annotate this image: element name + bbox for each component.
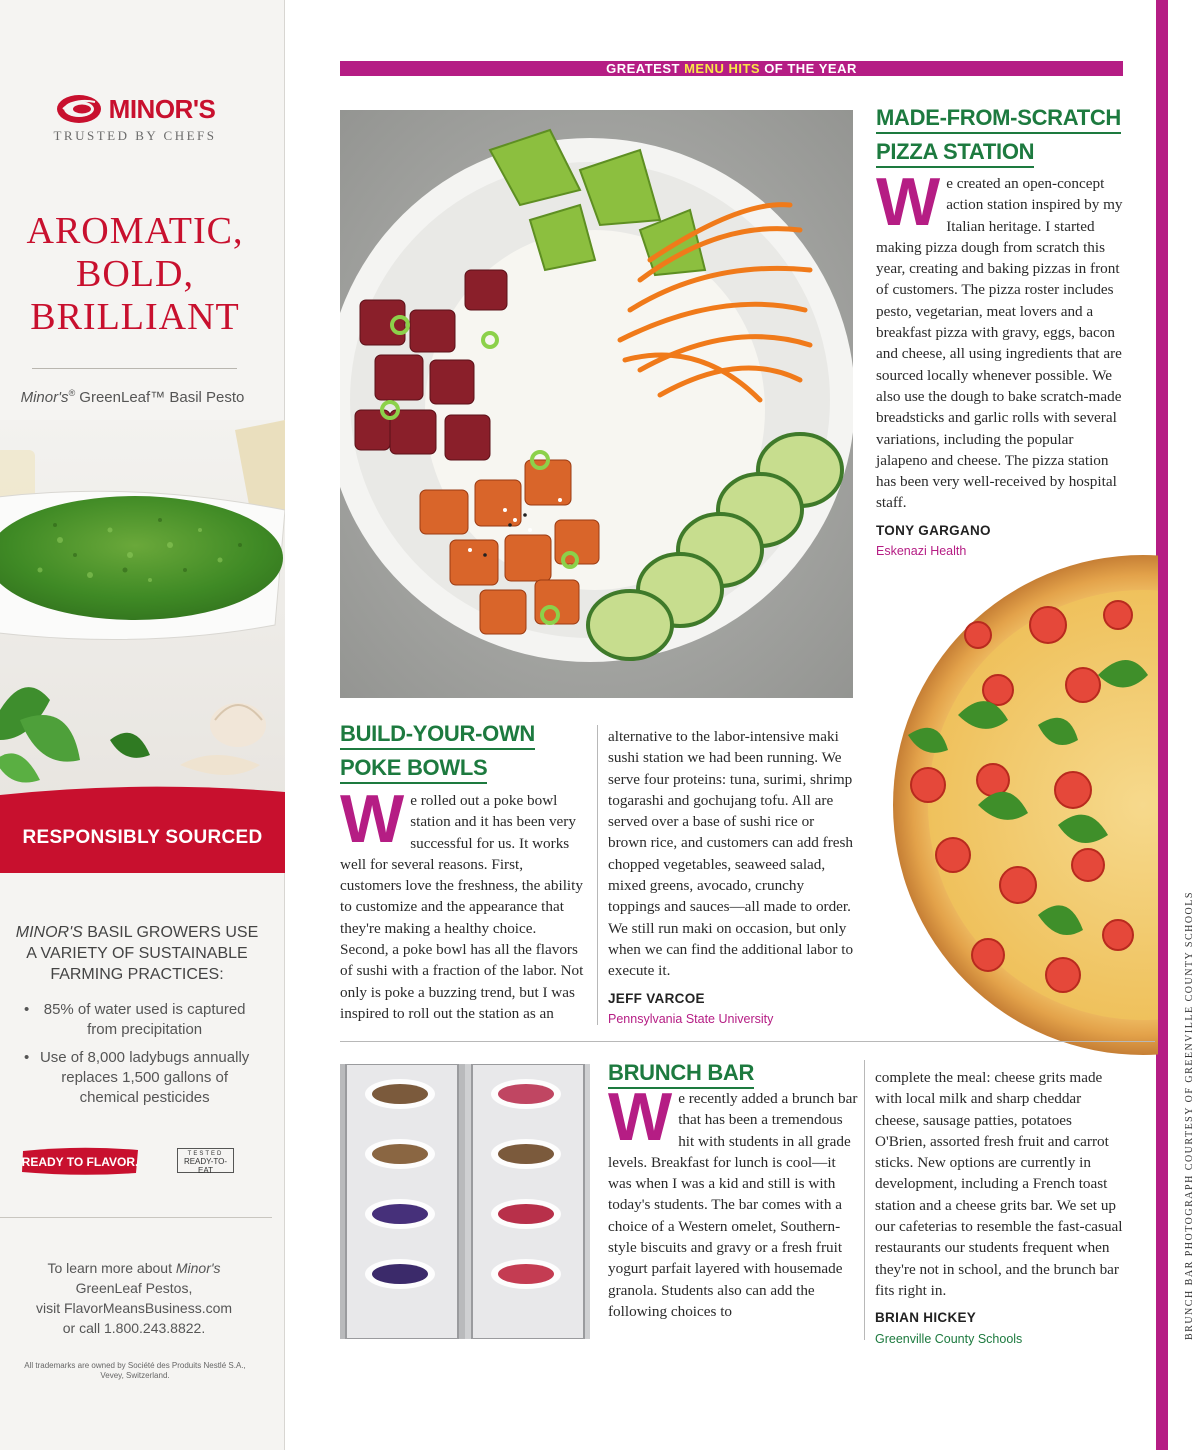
dropcap: W	[608, 1079, 673, 1155]
ready-badge-text: READY TO FLAVOR.	[21, 1155, 139, 1169]
pizza-section-body: We created an open-concept action station inspired by my Italian heritage. I started making pizza dough from scratch this year, creating and baking pizzas in front of customers. The pizza roster includes pesto, vegetarian, meat lovers and a breakfast pizza with gravy, eggs, bacon and cheese, all using ingredients that are sourced locally whenever possible. We also use the dough to bake scratch-made breadsticks and garlic rolls with several variations, including the popular jalapeno and cheese. The pizza station has been very well-received by hospital staff. TONY GARGANO Eskenazi Health	[876, 173, 1123, 562]
author-affiliation: Pennsylvania State University	[608, 1011, 774, 1026]
brand-name: MINOR'S	[108, 93, 216, 124]
divider	[32, 368, 237, 369]
author-affiliation: Eskenazi Health	[876, 544, 967, 559]
brunch-section-body-col2: complete the meal: cheese grits made with local milk and sharp cheddar cheese, sausage patties, potatoes O'Brien, assorted fresh fruit and carrot sticks. New options are currently in development, including a French toast station and a cheese grits bar. We set up our cafeterias to resemble the fast-casual restaurants our students frequent when they're not in school, and the brunch bar fits right in. BRIAN HICKEY Greenville County Schools	[875, 1067, 1125, 1350]
parfait-photo	[340, 1064, 590, 1339]
trademark-notice: All trademarks are owned by Société des Produits Nestlé S.A., Vevey, Switzerland.	[24, 1361, 246, 1380]
growers-text: MINOR'S BASIL GROWERS USE A VARIETY OF SUSTAINABLE FARMING PRACTICES:	[15, 924, 259, 983]
product-name: Minor's® GreenLeaf™ Basil Pesto	[20, 388, 245, 406]
author-name: JEFF VARCOE	[608, 990, 705, 1006]
bullet-icon: •	[24, 1001, 30, 1018]
list-item: • Use of 8,000 ladybugs annually replaces 1,500 gallons of chemical pesticides	[24, 1049, 250, 1106]
learn-more-text: To learn more about Minor's GreenLeaf Pestos, visit FlavorMeansBusiness.com or call 1.800.243.8822.	[35, 1260, 233, 1336]
pizza-section-title: MADE-FROM-SCRATCH PIZZA STATION	[876, 101, 1121, 169]
tested-ready-to-eat-badge: TESTED READY-TO-EAT	[177, 1148, 234, 1173]
photo-credit: BRUNCH BAR PHOTOGRAPH COURTESY OF GREENVILLE COUNTY SCHOOLS	[1184, 891, 1195, 1340]
author-name: TONY GARGANO	[876, 522, 991, 538]
brunch-section-body-col1: We recently added a brunch bar that has been a tremendous hit with students in all grade levels. Breakfast for lunch is cool—it was when I was a kid and still is with today's students. The bar comes with a choice of a Western omelet, Southern-style biscuits and gravy or a fresh fruit yogurt parfait layered with housemade granola. Students also can add the following choices to	[608, 1079, 858, 1320]
headline-line: AROMATIC,	[26, 210, 244, 252]
column-divider	[864, 1060, 865, 1340]
section-header: GREATEST MENU HITS OF THE YEAR	[340, 61, 1123, 76]
section-divider	[340, 1041, 1155, 1042]
minors-ad	[0, 0, 285, 1450]
minors-logo-icon	[55, 92, 105, 126]
ready-to-flavor-logo	[20, 1145, 140, 1177]
column-divider	[597, 725, 598, 1025]
author-affiliation: Greenville County Schools	[875, 1331, 1023, 1346]
bullet-icon: •	[24, 1049, 30, 1066]
headline-line: BOLD,	[76, 253, 194, 295]
brunch-section-title: BRUNCH BAR	[608, 1056, 754, 1090]
practices-list	[24, 1000, 254, 1116]
headline-line: BRILLIANT	[30, 296, 240, 338]
pizza-photo	[868, 555, 1158, 1055]
ad-headline	[0, 210, 270, 339]
poke-bowl-photo	[340, 110, 853, 698]
list-item: • 85% of water used is captured from precipitation	[24, 1001, 246, 1038]
brand	[0, 92, 270, 144]
poke-section-body-col2: alternative to the labor-intensive maki sushi station we had been running. We serve four proteins: tuna, surimi, shrimp togarashi and gochujang tofu. All are served over a base of sushi rice or brown rice, and customers can add fresh chopped vegetables, seaweed salad, mixed greens, avocado, crunchy toppings and sauces—all made to order. We still run maki on occasion, but only when we can find the additional labor to execute it. JEFF VARCOE Pennsylvania State University	[608, 726, 856, 1030]
dropcap: W	[876, 164, 941, 240]
poke-section-title: BUILD-YOUR-OWN POKE BOWLS	[340, 717, 535, 785]
divider	[0, 1217, 272, 1218]
pesto-product-image	[0, 420, 285, 805]
dropcap: W	[340, 781, 405, 857]
responsibly-sourced-banner: RESPONSIBLY SOURCED	[0, 803, 285, 873]
poke-section-body-col1: We rolled out a poke bowl station and it has been very successful for us. It works well for several reasons. First, customers love the freshness, the ability to customize and the appearance that they're making a healthy choice. Second, a poke bowl has all the flavors of sushi with a fraction of the labor. Not only is poke a buzzing trend, but I was inspired to roll out the station as an	[340, 781, 584, 1022]
author-name: BRIAN HICKEY	[875, 1310, 977, 1326]
brand-tagline: TRUSTED BY CHEFS	[53, 128, 217, 143]
